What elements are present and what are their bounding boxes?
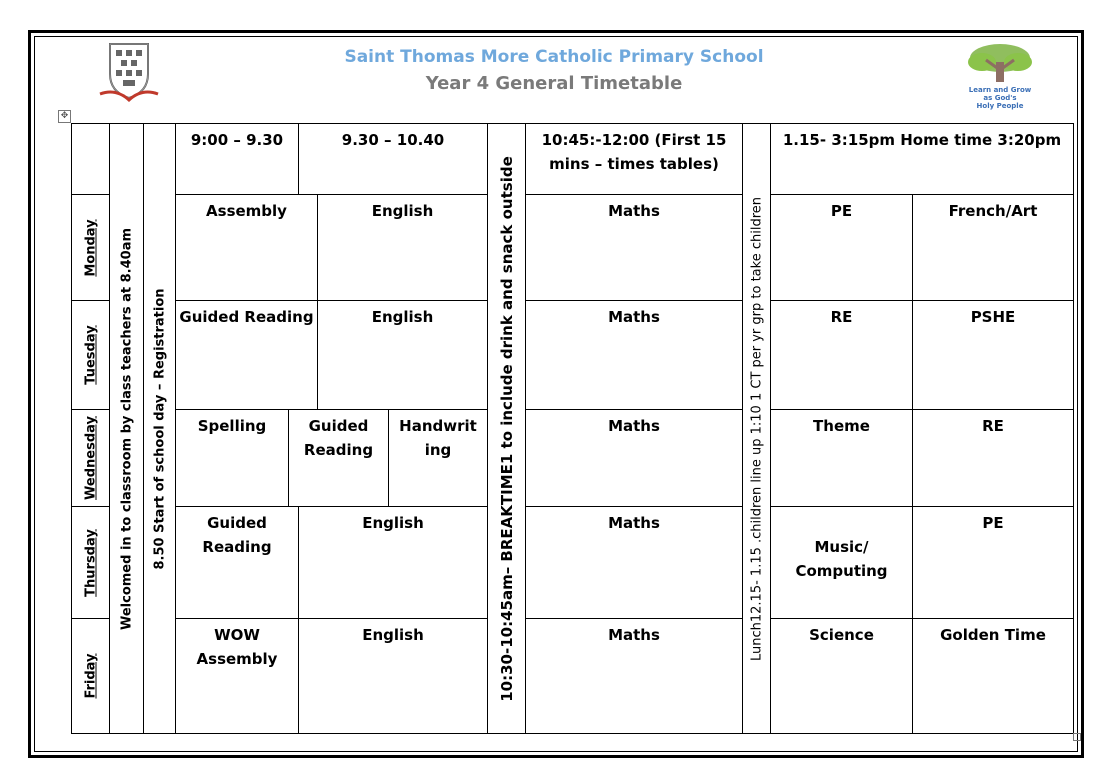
friday-pm-1: Science <box>770 618 913 734</box>
monday-maths: Maths <box>525 194 743 301</box>
logo-text-2: as God's <box>983 94 1017 102</box>
logo-text-1: Learn and Grow <box>968 86 1032 94</box>
thursday-maths: Maths <box>525 506 743 619</box>
wednesday-pm-1: Theme <box>770 409 913 507</box>
registration-column: 8.50 Start of school day – Registration <box>143 123 176 734</box>
time-header-1: 9:00 – 9.30 <box>175 123 299 195</box>
tuesday-pm-2: PSHE <box>912 300 1074 410</box>
friday-pm-2: Golden Time <box>912 618 1074 734</box>
monday-slot-1: Assembly <box>175 194 318 301</box>
wednesday-slot-3: Handwrit ing <box>388 409 488 507</box>
lunch-column: Lunch12.15- 1.15 .children line up 1:10 1 CT per yr grp to take children <box>742 123 771 734</box>
wednesday-slot-1: Spelling <box>175 409 289 507</box>
thursday-slot-1: Guided Reading <box>175 506 299 619</box>
day-friday: Friday <box>71 618 110 734</box>
wednesday-pm-2: RE <box>912 409 1074 507</box>
wednesday-maths: Maths <box>525 409 743 507</box>
friday-slot-2: English <box>298 618 488 734</box>
time-header-4: 1.15- 3:15pm Home time 3:20pm <box>770 123 1074 195</box>
monday-pm-2: French/Art <box>912 194 1074 301</box>
tuesday-slot-1: Guided Reading <box>175 300 318 410</box>
school-name: Saint Thomas More Catholic Primary School <box>344 47 764 67</box>
day-thursday: Thursday <box>71 506 110 619</box>
day-wednesday: Wednesday <box>71 409 110 507</box>
thursday-pm-1: Music/ Computing <box>770 506 913 619</box>
monday-slot-2: English <box>317 194 488 301</box>
monday-pm-1: PE <box>770 194 913 301</box>
wednesday-slot-2: Guided Reading <box>288 409 389 507</box>
tuesday-maths: Maths <box>525 300 743 410</box>
breaktime-column: 10:30-10:45am– BREAKTIME1 to include drink and snack outside <box>487 123 526 734</box>
time-header-3: 10:45:-12:00 (First 15 mins – times tables) <box>525 123 743 195</box>
page-title: Year 4 General Timetable <box>425 73 683 94</box>
thursday-slot-2: English <box>298 506 488 619</box>
day-tuesday: Tuesday <box>71 300 110 410</box>
friday-maths: Maths <box>525 618 743 734</box>
friday-slot-1: WOW Assembly <box>175 618 299 734</box>
thursday-pm-2: PE <box>912 506 1074 619</box>
logo-text-3: Holy People <box>976 102 1024 110</box>
day-monday: Monday <box>71 194 110 301</box>
time-header-2: 9.30 – 10.40 <box>298 123 488 195</box>
corner-cell <box>71 123 110 195</box>
table-move-handle-icon[interactable]: ✥ <box>58 110 71 123</box>
tuesday-pm-1: RE <box>770 300 913 410</box>
tuesday-slot-2: English <box>317 300 488 410</box>
table-resize-handle[interactable] <box>1073 733 1081 741</box>
welcome-column: Welcomed in to classroom by class teachers at 8.40am <box>109 123 144 734</box>
